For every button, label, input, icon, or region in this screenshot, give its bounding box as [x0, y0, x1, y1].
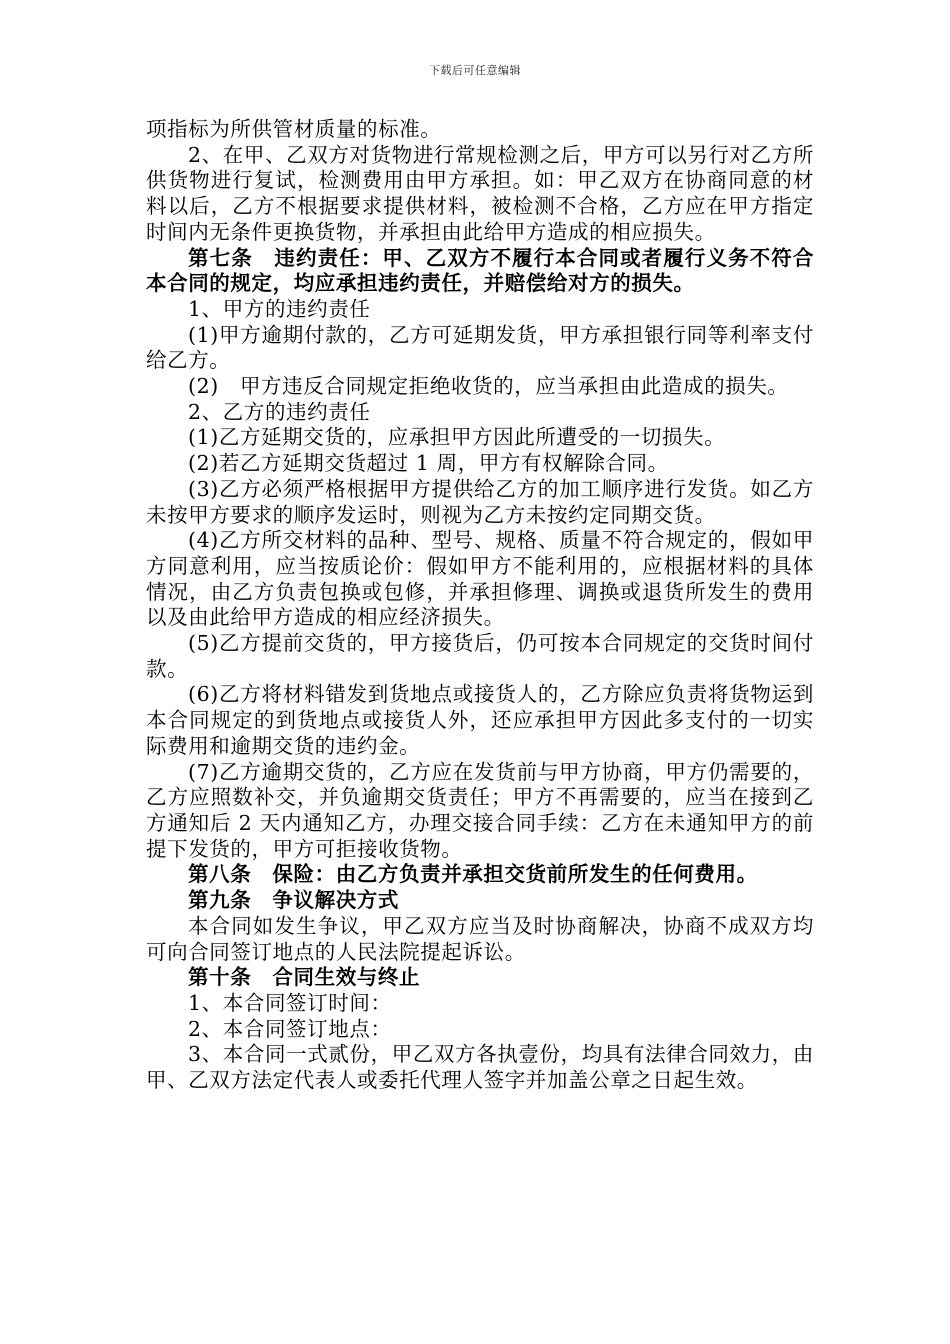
paragraph: 2、在甲、乙双方对货物进行常规检测之后，甲方可以另行对乙方所供货物进行复试，检测费用由甲方承担。如：甲乙双方在协商同意的材料以后，乙方不根据要求提供材料，被检测不合格，乙方应在甲方指定时间内无条件更换货物，并承担由此给甲方造成的相应损失。 — [146, 142, 814, 244]
paragraph: 3、本合同一式贰份，甲乙双方各执壹份，均具有法律合同效力，由甲、乙双方法定代表人或委托代理人签字并加盖公章之日起生效。 — [146, 1042, 814, 1093]
paragraph: (7)乙方逾期交货的，乙方应在发货前与甲方协商，甲方仍需要的，乙方应照数补交，并负逾期交货责任；甲方不再需要的，应当在接到乙方通知后 2 天内通知乙方，办理交接合同手续：乙方在未通知甲方的前提下发货的，甲方可拒接收货物。 — [146, 759, 814, 861]
article-heading: 第七条 违约责任：甲、乙双方不履行本合同或者履行义务不符合本合同的规定，均应承担违约责任，并赔偿给对方的损失。 — [146, 245, 814, 296]
paragraph: (1)乙方延期交货的，应承担甲方因此所遭受的一切损失。 — [188, 425, 726, 450]
paragraph: (5)乙方提前交货的，甲方接货后，仍可按本合同规定的交货时间付款。 — [146, 631, 814, 681]
contract-body — [146, 117, 814, 1094]
paragraph: 2、乙方的违约责任 — [188, 399, 371, 424]
paragraph: 项指标为所供管材质量的标准。 — [146, 117, 442, 141]
paragraph: 1、本合同签订时间： — [188, 990, 392, 1015]
paragraph: (6)乙方将材料错发到货地点或接货人的，乙方除应负责将货物运到本合同规定的到货地点或接货人外，还应承担甲方因此多支付的一切实际费用和逾期交货的违约金。 — [146, 682, 814, 758]
paragraph: (4)乙方所交材料的品种、型号、规格、质量不符合规定的，假如甲方同意利用，应当按质论价：假如甲方不能利用的，应根据材料的具体情况，由乙方负责包换或包修，并承担修理、调换或退货所发生的费用以及由此给甲方造成的相应经济损失。 — [146, 528, 814, 630]
article-heading: 第八条 保险：由乙方负责并承担交货前所发生的任何费用。 — [188, 862, 758, 887]
paragraph: (2)若乙方延期交货超过 1 周，甲方有权解除合同。 — [188, 451, 669, 476]
paragraph: (1)甲方逾期付款的，乙方可延期发货，甲方承担银行同等利率支付给乙方。 — [146, 322, 814, 373]
article-heading: 第十条 合同生效与终止 — [188, 965, 421, 990]
paragraph: 1、甲方的违约责任 — [188, 296, 371, 321]
paragraph: 本合同如发生争议，甲乙双方应当及时协商解决，协商不成双方均可向合同签订地点的人民法院提起诉讼。 — [146, 913, 814, 964]
paragraph: (2) 甲方违反合同规定拒绝收货的，应当承担由此造成的损失。 — [188, 374, 789, 399]
article-heading: 第九条 争议解决方式 — [188, 888, 399, 913]
paragraph: 2、本合同签订地点： — [188, 1016, 392, 1041]
page-header: 下载后可任意编辑 — [429, 64, 521, 77]
paragraph: (3)乙方必须严格根据甲方提供给乙方的加工顺序进行发货。如乙方未按甲方要求的顺序发运时，则视为乙方未按约定同期交货。 — [146, 476, 814, 527]
